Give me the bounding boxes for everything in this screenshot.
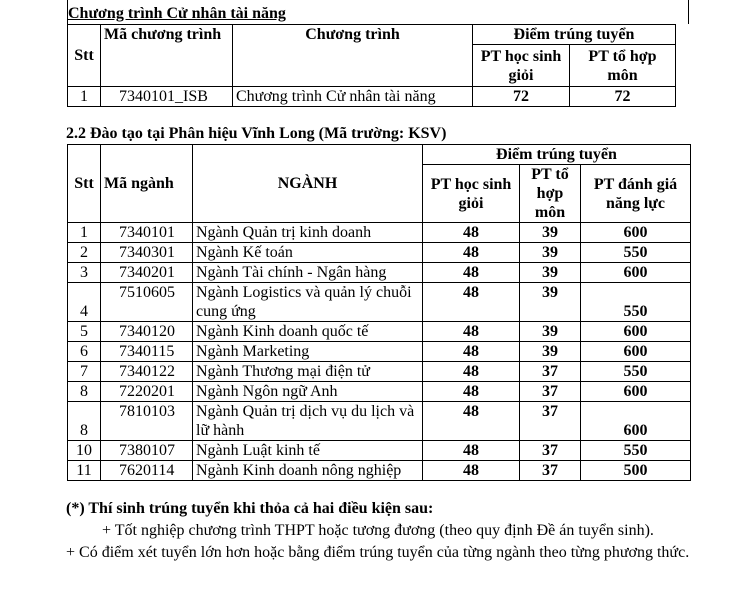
header-stt: Stt [68,25,101,87]
cell-code: 7220201 [101,382,193,402]
header-stt: Stt [68,145,101,223]
cell-pt1: 48 [423,461,520,481]
cell-code: 7380107 [101,441,193,461]
cell-pt3: 600 [581,322,691,342]
table-row [68,461,691,481]
cell-code: 7340101_ISB [101,87,233,107]
cell-pt2: 39 [520,342,581,362]
cell-code: 7340120 [101,322,193,342]
cell-major: Ngành Quản trị kinh doanh [193,223,423,243]
table-row [68,223,691,243]
cell-stt: 1 [68,87,101,107]
table-row [68,322,691,342]
header-major: NGÀNH [193,145,423,223]
notes [66,498,706,564]
cell-program: Chương trình Cử nhân tài năng [233,87,473,107]
cell-pt2: 37 [520,441,581,461]
header-pt1: PT học sinh giỏi [473,45,570,87]
cell-stt: 7 [68,362,101,382]
cell-stt: 8 [68,382,101,402]
cell-major: Ngành Tài chính - Ngân hàng [193,263,423,283]
cell-pt1: 72 [473,87,570,107]
header-code: Mã chương trình [101,25,233,87]
cell-pt2: 37 [520,461,581,481]
cell-pt3: 500 [581,461,691,481]
cell-pt2: 39 [520,283,581,322]
cell-code: 7340122 [101,362,193,382]
cell-pt1: 48 [423,441,520,461]
cell-major: Ngành Quản trị dịch vụ du lịch và lữ hành [193,402,423,441]
cell-code: 7340115 [101,342,193,362]
cell-code: 7620114 [101,461,193,481]
header-program: Chương trình [233,25,473,87]
cell-pt1: 48 [423,362,520,382]
cell-pt3: 600 [581,402,691,441]
cell-pt3: 550 [581,283,691,322]
cell-major: Ngành Kế toán [193,243,423,263]
cell-pt3: 550 [581,362,691,382]
cell-pt2: 39 [520,223,581,243]
header-pt3: PT đánh giá năng lực [581,165,691,223]
notes-item-1: + Tốt nghiệp chương trình THPT hoặc tương đương (theo quy định Đề án tuyển sinh). [102,522,654,539]
cell-pt1: 48 [423,402,520,441]
cell-stt: 5 [68,322,101,342]
notes-lead: (*) Thí sinh trúng tuyển khi thỏa cả hai điều kiện sau: [66,500,434,517]
section1-title-text: Chương trình Cử nhân tài năng [68,5,286,22]
cell-major: Ngành Thương mại điện tử [193,362,423,382]
cell-stt: 11 [68,461,101,481]
table-row [68,382,691,402]
table-row [68,441,691,461]
cell-pt2: 37 [520,402,581,441]
section1-table [67,24,676,107]
cell-pt1: 48 [423,223,520,243]
notes-item-2: + Có điểm xét tuyển lớn hơn hoặc bằng điểm trúng tuyển của từng ngành theo từng phương thức. [66,544,690,561]
cell-pt3: 600 [581,223,691,243]
table-row [68,342,691,362]
header-score: Điểm trúng tuyển [423,145,691,165]
cell-major: Ngành Marketing [193,342,423,362]
table-row [68,243,691,263]
cell-pt3: 550 [581,441,691,461]
cell-pt2: 72 [570,87,676,107]
header-code: Mã ngành [101,145,193,223]
cell-pt3: 600 [581,263,691,283]
cell-code: 7340101 [101,223,193,243]
section2-table [67,144,691,481]
section2-body [68,223,691,481]
cell-stt: 6 [68,342,101,362]
cell-code: 7340201 [101,263,193,283]
header-pt2: PT tổ hợp môn [570,45,676,87]
cell-pt2: 39 [520,243,581,263]
cell-code: 7510605 [101,283,193,322]
cell-stt: 3 [68,263,101,283]
cell-code: 7340301 [101,243,193,263]
cell-pt1: 48 [423,382,520,402]
header-score: Điểm trúng tuyển [473,25,676,45]
cell-pt1: 48 [423,243,520,263]
table-row [68,263,691,283]
cell-pt1: 48 [423,322,520,342]
cell-stt: 1 [68,223,101,243]
cell-pt2: 39 [520,263,581,283]
cell-major: Ngành Luật kinh tế [193,441,423,461]
cell-major: Ngành Logistics và quản lý chuỗi cung ứng [193,283,423,322]
section1-title [68,5,286,23]
cell-code: 7810103 [101,402,193,441]
cell-pt3: 600 [581,342,691,362]
cell-major: Ngành Kinh doanh nông nghiệp [193,461,423,481]
table-row [68,283,691,322]
header-pt2: PT tổ hợp môn [520,165,581,223]
cell-stt: 8 [68,402,101,441]
cell-major: Ngành Kinh doanh quốc tế [193,322,423,342]
table-row [68,402,691,441]
table-border-right [688,0,689,24]
header-pt1: PT học sinh giỏi [423,165,520,223]
table-row [68,362,691,382]
cell-pt2: 37 [520,362,581,382]
cell-stt: 2 [68,243,101,263]
section2-title: 2.2 Đào tạo tại Phân hiệu Vĩnh Long (Mã trường: KSV) [66,125,447,142]
cell-pt1: 48 [423,283,520,322]
cell-pt3: 550 [581,243,691,263]
cell-stt: 4 [68,283,101,322]
cell-pt1: 48 [423,342,520,362]
cell-pt1: 48 [423,263,520,283]
cell-pt2: 37 [520,382,581,402]
cell-pt2: 39 [520,322,581,342]
cell-pt3: 600 [581,382,691,402]
cell-stt: 10 [68,441,101,461]
cell-major: Ngành Ngôn ngữ Anh [193,382,423,402]
